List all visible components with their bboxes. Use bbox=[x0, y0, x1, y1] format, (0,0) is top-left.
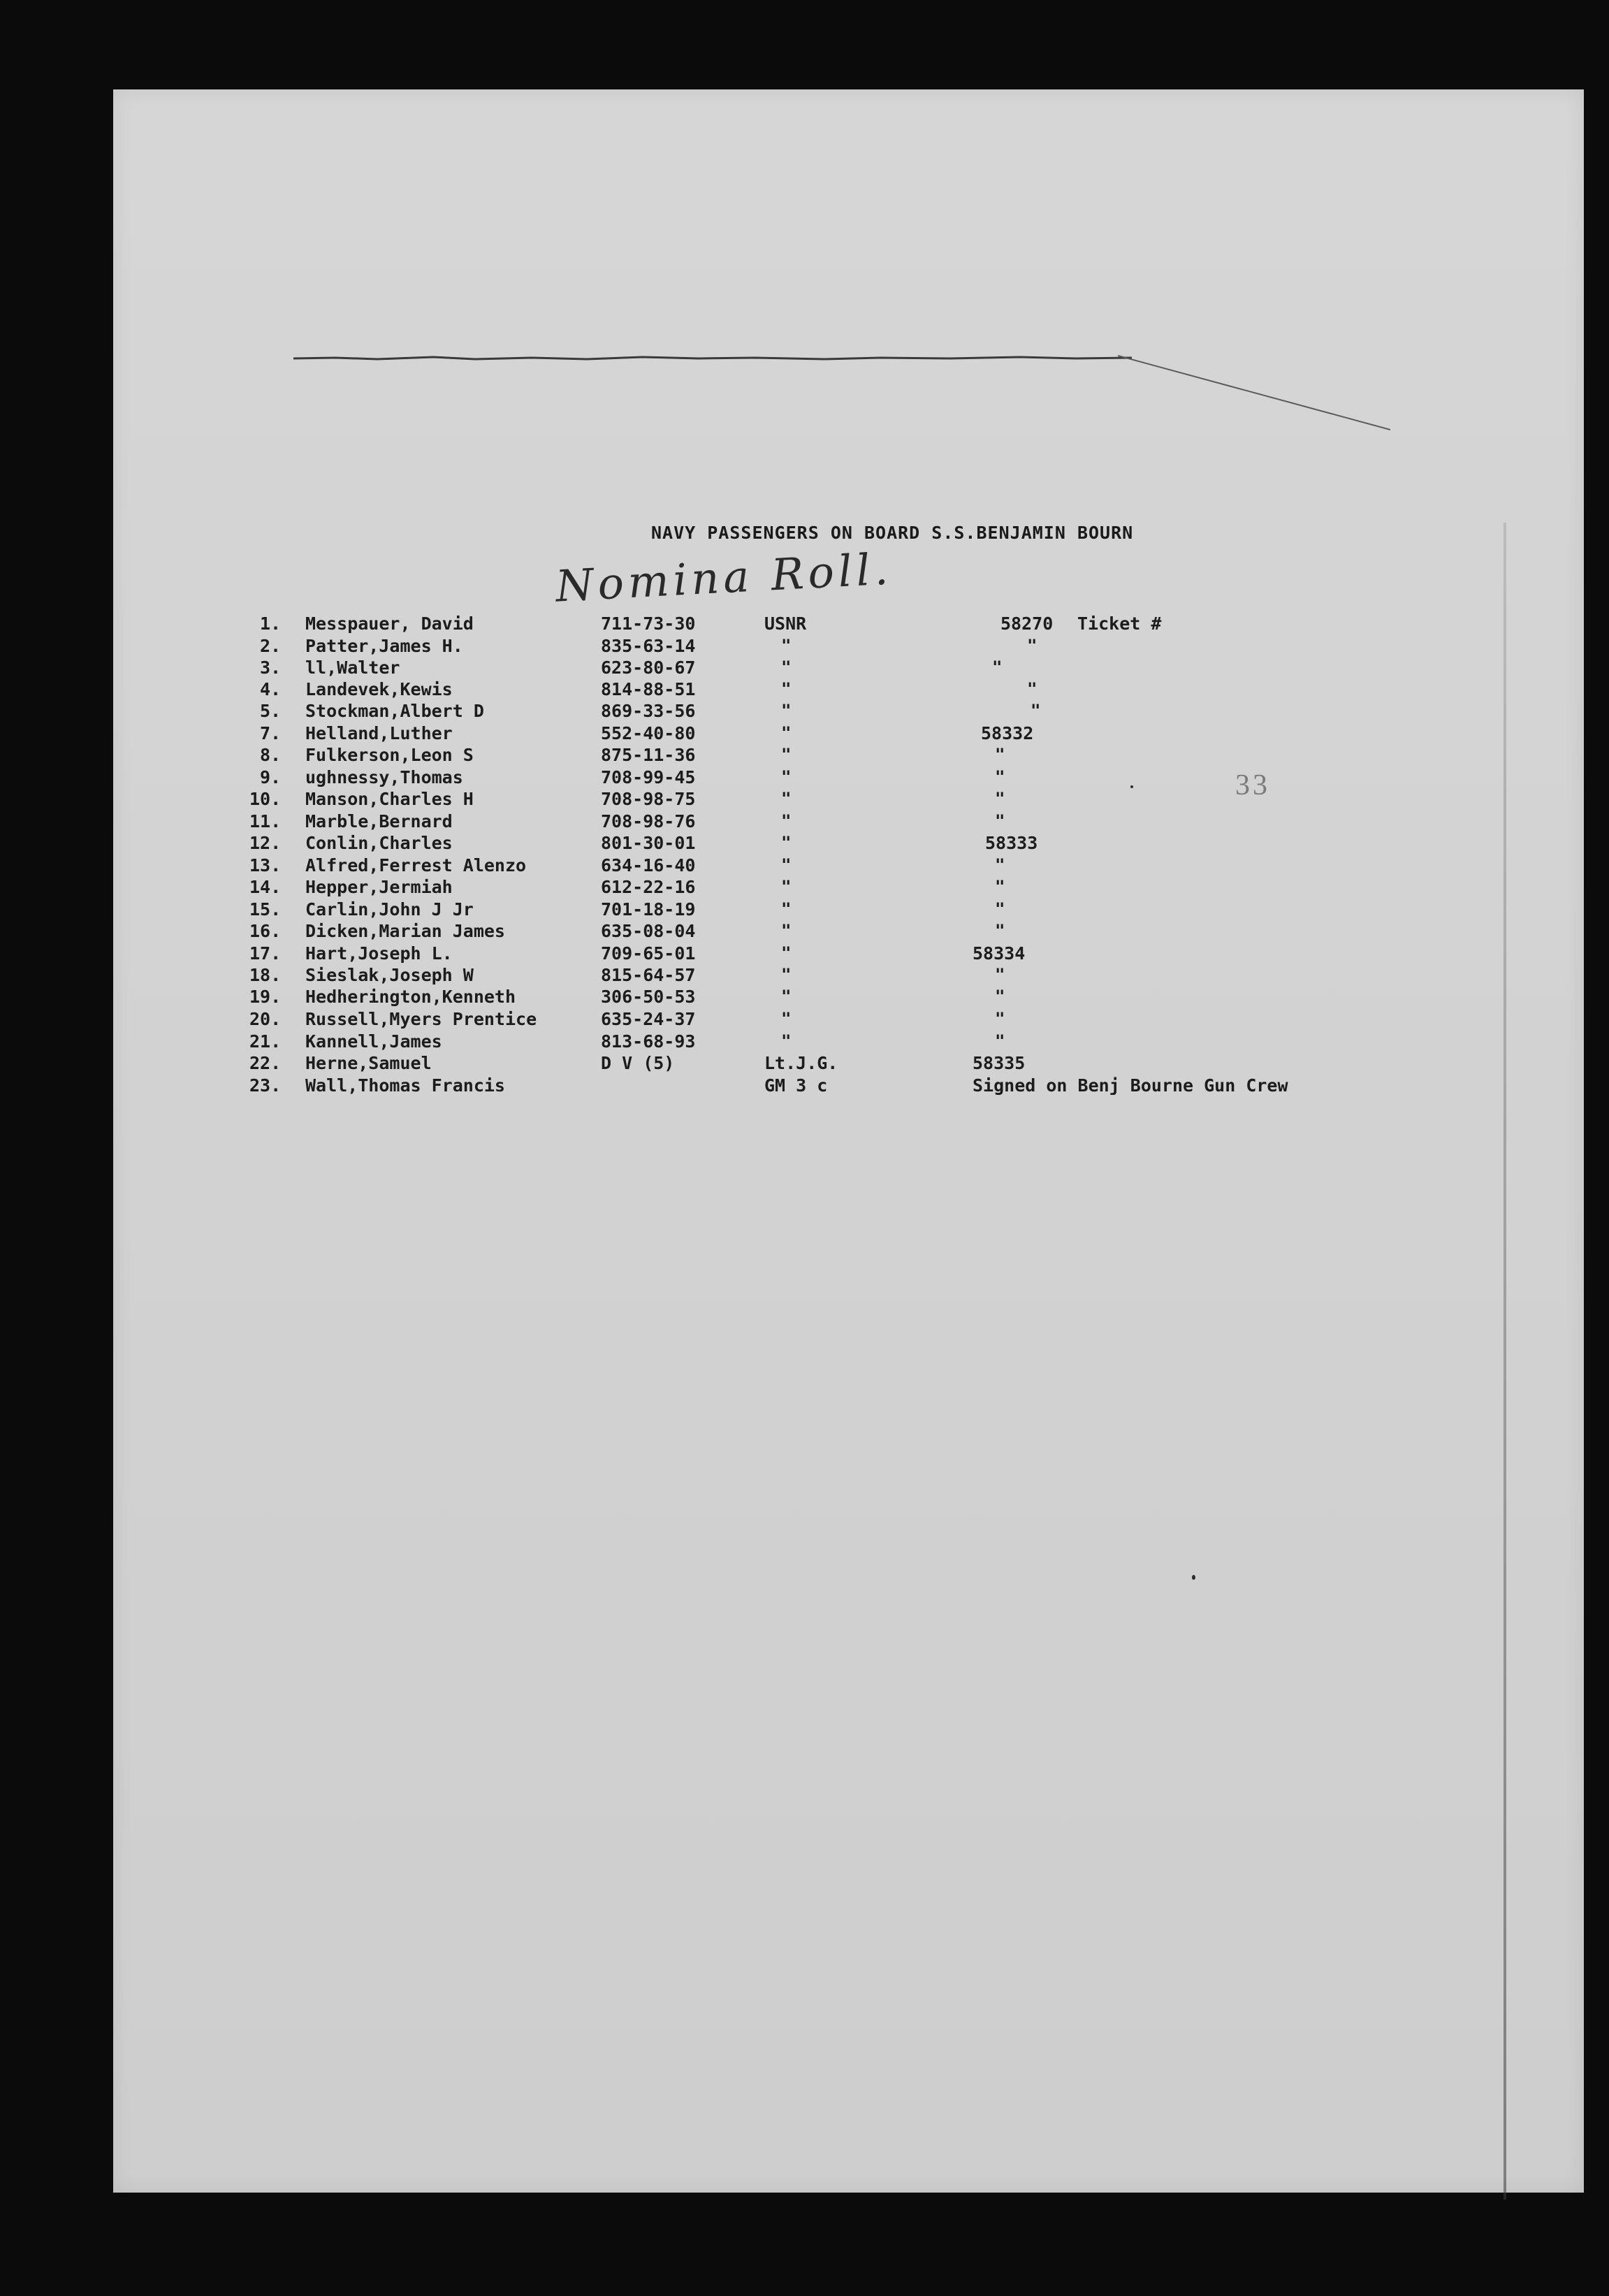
rate-ditto-mark: " bbox=[781, 987, 792, 1006]
service-number: 612-22-16 bbox=[601, 877, 696, 897]
row-number: 21. bbox=[249, 1031, 282, 1052]
ticket-number: 58334 bbox=[973, 943, 1026, 964]
ticket-number: 58332 bbox=[981, 723, 1034, 743]
rate-ditto-mark: " bbox=[781, 789, 792, 808]
stray-mark bbox=[1130, 785, 1133, 788]
passenger-name: Marble,Bernard bbox=[305, 811, 453, 831]
service-number: 815-64-57 bbox=[601, 965, 696, 985]
passenger-name: Landevek,Kewis bbox=[305, 679, 453, 699]
ticket-number: 58335 bbox=[973, 1053, 1026, 1073]
rate-ditto-mark: " bbox=[781, 899, 792, 919]
ticket-header: Ticket # bbox=[1077, 613, 1162, 634]
passenger-name: Dicken,Marian James bbox=[305, 921, 505, 941]
service-number: 814-88-51 bbox=[601, 679, 696, 699]
service-number: 708-99-45 bbox=[601, 767, 696, 787]
passenger-name: ll,Walter bbox=[305, 657, 400, 678]
ticket-ditto-mark: " bbox=[995, 811, 1005, 831]
rate-ditto-mark: " bbox=[781, 1031, 792, 1051]
ticket-ditto-mark: " bbox=[992, 657, 1003, 677]
ticket-number: Signed on Benj Bourne Gun Crew bbox=[973, 1075, 1288, 1096]
passenger-name: Manson,Charles H bbox=[305, 789, 474, 809]
passenger-name: Kannell,James bbox=[305, 1031, 442, 1052]
ticket-ditto-mark: " bbox=[1031, 701, 1041, 720]
rate-ditto-mark: " bbox=[781, 701, 792, 720]
ticket-ditto-mark: " bbox=[995, 745, 1005, 764]
ticket-ditto-mark: " bbox=[995, 1031, 1005, 1051]
page-edge-shadow bbox=[1504, 523, 1506, 2200]
service-number: D V (5) bbox=[601, 1053, 675, 1073]
ticket-ditto-mark: " bbox=[1027, 636, 1038, 655]
service-number: 835-63-14 bbox=[601, 636, 696, 656]
service-number: 708-98-76 bbox=[601, 811, 696, 831]
service-number: 708-98-75 bbox=[601, 789, 696, 809]
rate-ditto-mark: " bbox=[781, 636, 792, 655]
rate-ditto-mark: " bbox=[781, 833, 792, 852]
row-number: 9. bbox=[260, 767, 282, 787]
row-number: 19. bbox=[249, 987, 282, 1007]
service-number: 701-18-19 bbox=[601, 899, 696, 920]
row-number: 14. bbox=[249, 877, 282, 897]
passenger-name: Messpauer, David bbox=[305, 613, 474, 634]
passenger-name: Hart,Joseph L. bbox=[305, 943, 453, 964]
rate-ditto-mark: " bbox=[781, 679, 792, 699]
service-number: 869-33-56 bbox=[601, 701, 696, 721]
row-number: 22. bbox=[249, 1053, 282, 1073]
passenger-name: ughnessy,Thomas bbox=[305, 767, 463, 787]
rate-ditto-mark: " bbox=[781, 723, 792, 743]
row-number: 8. bbox=[260, 745, 282, 765]
row-number: 10. bbox=[249, 789, 282, 809]
ticket-ditto-mark: " bbox=[995, 987, 1005, 1006]
passenger-name: Helland,Luther bbox=[305, 723, 453, 743]
document-title: NAVY PASSENGERS ON BOARD S.S.BENJAMIN BOURN bbox=[651, 523, 1134, 543]
torn-fold-diagonal bbox=[1118, 353, 1390, 437]
passenger-name: Conlin,Charles bbox=[305, 833, 453, 853]
rate-ditto-mark: " bbox=[781, 877, 792, 896]
rate: Lt.J.G. bbox=[764, 1053, 838, 1073]
torn-fold-line bbox=[293, 353, 1132, 360]
row-number: 3. bbox=[260, 657, 282, 678]
ticket-ditto-mark: " bbox=[995, 877, 1005, 896]
rate-ditto-mark: " bbox=[781, 1009, 792, 1029]
rate-ditto-mark: " bbox=[781, 943, 792, 963]
row-number: 11. bbox=[249, 811, 282, 831]
ticket-ditto-mark: " bbox=[995, 899, 1005, 919]
passenger-name: Carlin,John J Jr bbox=[305, 899, 474, 920]
row-number: 1. bbox=[260, 613, 282, 634]
service-number: 623-80-67 bbox=[601, 657, 696, 678]
service-number: 635-24-37 bbox=[601, 1009, 696, 1029]
row-number: 17. bbox=[249, 943, 282, 964]
ticket-ditto-mark: " bbox=[995, 1009, 1005, 1029]
row-number: 4. bbox=[260, 679, 282, 699]
rate: USNR bbox=[764, 613, 807, 634]
ticket-ditto-mark: " bbox=[995, 921, 1005, 940]
ticket-ditto-mark: " bbox=[995, 767, 1005, 787]
rate-ditto-mark: " bbox=[781, 855, 792, 875]
ticket-number: 58270 bbox=[1000, 613, 1054, 634]
passenger-name: Alfred,Ferrest Alenzo bbox=[305, 855, 527, 875]
passenger-name: Hepper,Jermiah bbox=[305, 877, 453, 897]
rate-ditto-mark: " bbox=[781, 811, 792, 831]
passenger-name: Stockman,Albert D bbox=[305, 701, 484, 721]
service-number: 709-65-01 bbox=[601, 943, 696, 964]
service-number: 711-73-30 bbox=[601, 613, 696, 634]
ticket-ditto-mark: " bbox=[995, 855, 1005, 875]
passenger-name: Patter,James H. bbox=[305, 636, 463, 656]
handwritten-note: Nomina Roll. bbox=[554, 543, 894, 612]
service-number: 634-16-40 bbox=[601, 855, 696, 875]
passenger-name: Sieslak,Joseph W bbox=[305, 965, 474, 985]
row-number: 16. bbox=[249, 921, 282, 941]
ticket-ditto-mark: " bbox=[1027, 679, 1038, 699]
page-number: 33 bbox=[1235, 769, 1270, 801]
passenger-name: Russell,Myers Prentice bbox=[305, 1009, 537, 1029]
service-number: 875-11-36 bbox=[601, 745, 696, 765]
rate: GM 3 c bbox=[764, 1075, 828, 1096]
rate-ditto-mark: " bbox=[781, 657, 792, 677]
row-number: 23. bbox=[249, 1075, 282, 1096]
stray-mark bbox=[1192, 1575, 1195, 1580]
row-number: 20. bbox=[249, 1009, 282, 1029]
rate-ditto-mark: " bbox=[781, 767, 792, 787]
ticket-number: 58333 bbox=[985, 833, 1038, 853]
row-number: 18. bbox=[249, 965, 282, 985]
row-number: 15. bbox=[249, 899, 282, 920]
passenger-name: Herne,Samuel bbox=[305, 1053, 432, 1073]
service-number: 552-40-80 bbox=[601, 723, 696, 743]
row-number: 13. bbox=[249, 855, 282, 875]
service-number: 813-68-93 bbox=[601, 1031, 696, 1052]
passenger-name: Hedherington,Kenneth bbox=[305, 987, 516, 1007]
rate-ditto-mark: " bbox=[781, 965, 792, 984]
ticket-ditto-mark: " bbox=[995, 789, 1005, 808]
row-number: 5. bbox=[260, 701, 282, 721]
ticket-ditto-mark: " bbox=[995, 965, 1005, 984]
service-number: 306-50-53 bbox=[601, 987, 696, 1007]
passenger-name: Wall,Thomas Francis bbox=[305, 1075, 505, 1096]
rate-ditto-mark: " bbox=[781, 745, 792, 764]
row-number: 2. bbox=[260, 636, 282, 656]
service-number: 801-30-01 bbox=[601, 833, 696, 853]
row-number: 7. bbox=[260, 723, 282, 743]
passenger-name: Fulkerson,Leon S bbox=[305, 745, 474, 765]
service-number: 635-08-04 bbox=[601, 921, 696, 941]
row-number: 12. bbox=[249, 833, 282, 853]
rate-ditto-mark: " bbox=[781, 921, 792, 940]
